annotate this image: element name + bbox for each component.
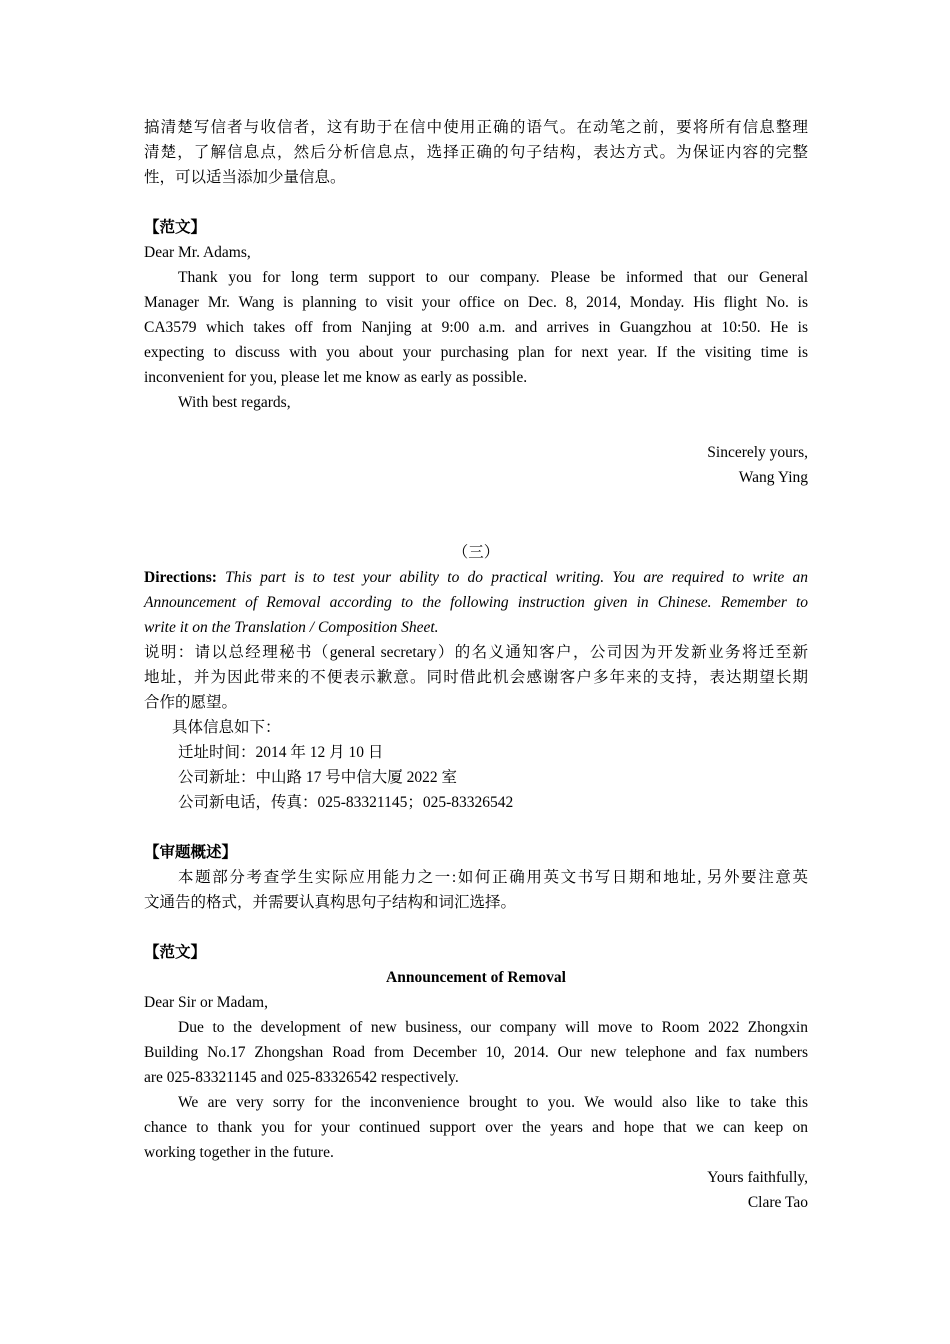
review-line: 本题部分考查学生实际应用能力之一:如何正确用英文书写日期和地址, 另外要注意英	[178, 869, 808, 886]
letter-body-line: inconvenient for you, please let me know as early as possible.	[144, 369, 528, 386]
instruction-line: 合作的愿望。	[144, 694, 238, 711]
review-heading: 【审题概述】	[144, 844, 238, 861]
announcement-body-line: Due to the development of new business, our company will move to Room 2022 Zhongxin	[178, 1019, 808, 1036]
review-line: 文通告的格式，并需要认真构思句子结构和词汇选择。	[144, 894, 517, 911]
announcement-body-line: chance to thank you for your continued support over the years and hope that we can keep on	[144, 1119, 808, 1136]
announcement-body-line: working together in the future.	[144, 1144, 334, 1161]
detail-item: 公司新电话，传真：025-83321145；025-83326542	[178, 794, 514, 811]
letter-body-line: expecting to discuss with you about your purchasing plan for next year. If the visiting time is	[144, 344, 808, 361]
letter-salutation: Dear Mr. Adams,	[144, 244, 251, 261]
directions-line: Announcement of Removal according to the following instruction given in Chinese. Remember to	[144, 594, 808, 611]
letter-body-line: Manager Mr. Wang is planning to visit your office on Dec. 8, 2014, Monday. His flight No. is	[144, 294, 808, 311]
intro-line: 性，可以适当添加少量信息。	[144, 169, 346, 186]
instruction-line: 说明：请以总经理秘书（general secretary）的名义通知客户，公司因为开发新业务将迁至新	[144, 644, 808, 661]
announcement-salutation: Dear Sir or Madam,	[144, 994, 268, 1011]
announcement-closing: Yours faithfully,	[707, 1169, 808, 1186]
section-number: （三）	[452, 544, 500, 561]
letter-regards: With best regards,	[178, 394, 291, 411]
directions-line: write it on the Translation / Composition Sheet.	[144, 619, 439, 636]
announcement-signature: Clare Tao	[747, 1194, 808, 1211]
directions-label: Directions:	[144, 569, 217, 586]
model-heading: 【范文】	[144, 944, 207, 961]
announcement-title: Announcement of Removal	[386, 969, 566, 986]
details-heading: 具体信息如下：	[172, 719, 281, 736]
detail-item: 公司新址：中山路 17 号中信大厦 2022 室	[178, 769, 458, 786]
announcement-body-line: Building No.17 Zhongshan Road from December 10, 2014. Our new telephone and fax numbers	[144, 1044, 808, 1061]
detail-item: 迁址时间：2014 年 12 月 10 日	[178, 744, 384, 761]
letter-closing: Sincerely yours,	[707, 444, 808, 461]
announcement-body-line: are 025-83321145 and 025-83326542 respectively.	[144, 1069, 459, 1086]
letter-body-line: CA3579 which takes off from Nanjing at 9:00 a.m. and arrives in Guangzhou at 10:50. He is	[144, 319, 808, 336]
document-page	[144, 115, 808, 1215]
instruction-line: 地址，并为因此带来的不便表示歉意。同时借此机会感谢客户多年来的支持，表达期望长期	[144, 669, 808, 686]
directions-text: This part is to test your ability to do practical writing. You are required to write an	[216, 569, 808, 586]
directions-line	[144, 565, 808, 590]
letter-signature: Wang Ying	[738, 469, 808, 486]
intro-line: 清楚，了解信息点，然后分析信息点，选择正确的句子结构，表达方式。为保证内容的完整	[144, 144, 808, 161]
model-heading: 【范文】	[144, 219, 207, 236]
letter-body-line: Thank you for long term support to our company. Please be informed that our General	[178, 269, 808, 286]
intro-line: 搞清楚写信者与收信者，这有助于在信中使用正确的语气。在动笔之前，要将所有信息整理	[144, 119, 808, 136]
announcement-body-line: We are very sorry for the inconvenience brought to you. We would also like to take this	[178, 1094, 808, 1111]
